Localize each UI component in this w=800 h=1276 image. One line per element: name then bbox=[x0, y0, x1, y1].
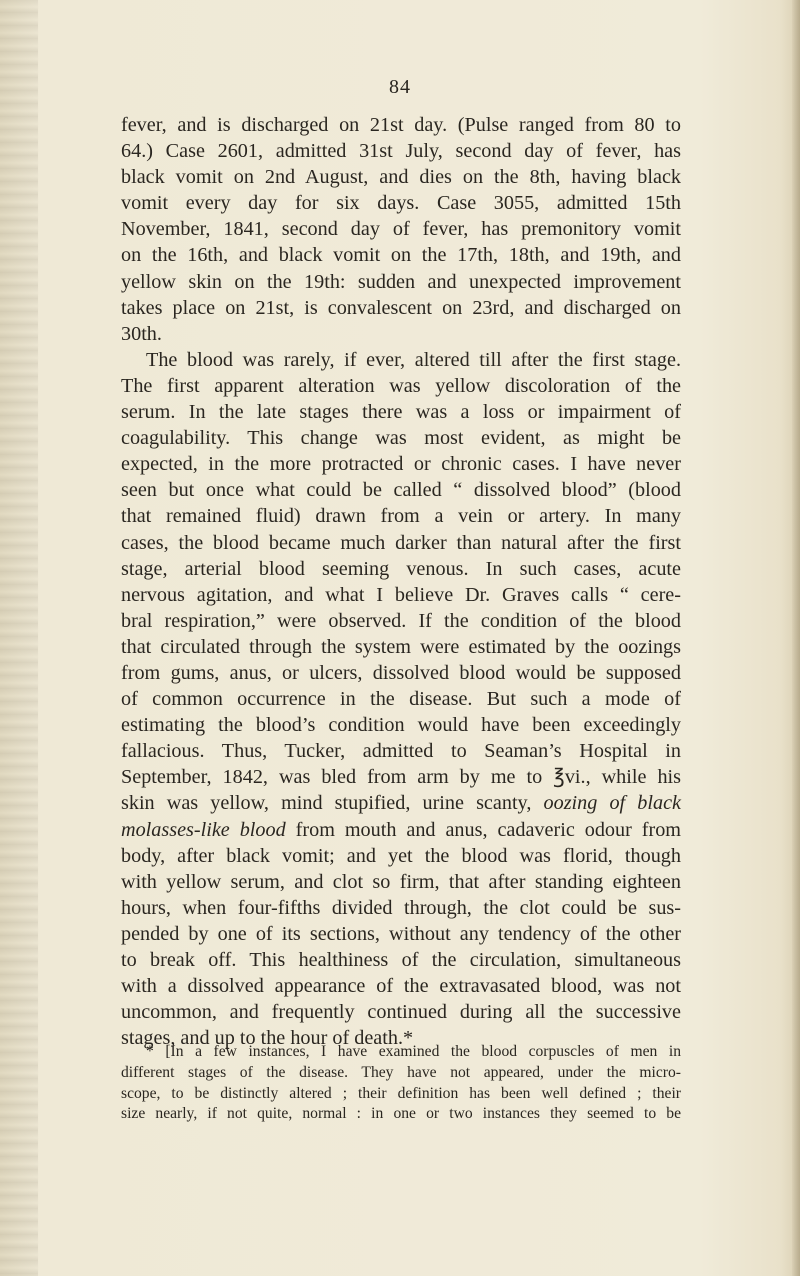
text-line: stage, arterial blood seeming venous. In such cases, acute bbox=[121, 557, 681, 580]
text-line: serum. In the late stages there was a loss or impairment of bbox=[121, 401, 681, 424]
footnote-line: different stages of the disease. They have not appeared, under the micro- bbox=[121, 1063, 681, 1081]
text-segment: from mouth and anus, cadaveric odour from bbox=[295, 818, 682, 841]
text-line: hours, when four-fifths divided through, the clot could be sus- bbox=[121, 896, 681, 919]
text-line: yellow skin on the 19th: sudden and unexpected improvement bbox=[121, 270, 681, 293]
text-line: pended by one of its sections, without any tendency of the other bbox=[121, 922, 681, 945]
text-line: that circulated through the system were estimated by the oozings bbox=[121, 635, 681, 658]
italic-phrase: oozing of black bbox=[543, 792, 682, 815]
text-segment: skin was yellow, mind stupified, urine scanty, bbox=[121, 792, 532, 815]
text-line: black vomit on 2nd August, and dies on the 8th, having black bbox=[121, 166, 681, 189]
text-line: seen but once what could be called “ dissolved blood” (blood bbox=[121, 479, 681, 502]
text-line: with a dissolved appearance of the extravasated blood, was not bbox=[121, 975, 681, 998]
text-line: fever, and is discharged on 21st day. (Pulse ranged from 80 to bbox=[121, 114, 681, 136]
paragraph-start-line: The blood was rarely, if ever, altered till after the first stage. bbox=[146, 348, 681, 371]
text-line: uncommon, and frequently continued during all the successive bbox=[121, 1001, 681, 1024]
text-line: body, after black vomit; and yet the blood was florid, though bbox=[121, 844, 681, 867]
binding-gutter bbox=[0, 0, 38, 1276]
text-line: fallacious. Thus, Tucker, admitted to Seaman’s Hospital in bbox=[121, 740, 681, 763]
footnote bbox=[121, 1042, 681, 1125]
text-line: November, 1841, second day of fever, has premonitory vomit bbox=[121, 218, 681, 241]
text-line: coagulability. This change was most evident, as might be bbox=[121, 427, 681, 450]
text-line bbox=[121, 817, 681, 843]
text-line: expected, in the more protracted or chronic cases. I have never bbox=[121, 453, 681, 476]
body-text bbox=[121, 112, 681, 1051]
text-line: stages, and up to the hour of death.* bbox=[121, 1027, 414, 1050]
text-line: The first apparent alteration was yellow discoloration of the bbox=[121, 374, 681, 397]
page-edge bbox=[792, 0, 800, 1276]
italic-phrase: molasses-like blood bbox=[121, 818, 286, 841]
text-line bbox=[121, 790, 681, 816]
footnote-line: size nearly, if not quite, normal : in one or two instances they seemed to be bbox=[121, 1105, 681, 1123]
text-line: from gums, anus, or ulcers, dissolved blood would be supposed bbox=[121, 661, 681, 684]
text-line: on the 16th, and black vomit on the 17th, 18th, and 19th, and bbox=[121, 244, 681, 267]
page-number: 84 bbox=[389, 76, 411, 98]
text-line: 30th. bbox=[121, 322, 162, 345]
text-line: cases, the blood became much darker than natural after the first bbox=[121, 531, 681, 554]
footnote-line: scope, to be distinctly altered ; their definition has been well defined ; their bbox=[121, 1084, 681, 1102]
text-line: 64.) Case 2601, admitted 31st July, second day of fever, has bbox=[121, 140, 681, 163]
text-line: that remained fluid) drawn from a vein or artery. In many bbox=[121, 505, 681, 528]
text-line: of common occurrence in the disease. But such a mode of bbox=[121, 688, 681, 711]
text-line: with yellow serum, and clot so firm, that after standing eighteen bbox=[121, 870, 681, 893]
footnote-line: * [In a few instances, I have examined the blood corpuscles of men in bbox=[146, 1043, 681, 1060]
text-line: nervous agitation, and what I believe Dr. Graves calls “ cere- bbox=[121, 583, 681, 606]
text-line: to break off. This healthiness of the circulation, simultaneous bbox=[121, 949, 681, 971]
text-line: estimating the blood’s condition would have been exceedingly bbox=[121, 714, 681, 737]
text-line: takes place on 21st, is convalescent on 23rd, and discharged on bbox=[121, 296, 681, 319]
text-line: September, 1842, was bled from arm by me to ℥vi., while his bbox=[121, 766, 681, 789]
text-line: vomit every day for six days. Case 3055, admitted 15th bbox=[121, 192, 681, 215]
text-line: bral respiration,” were observed. If the condition of the blood bbox=[121, 609, 681, 632]
